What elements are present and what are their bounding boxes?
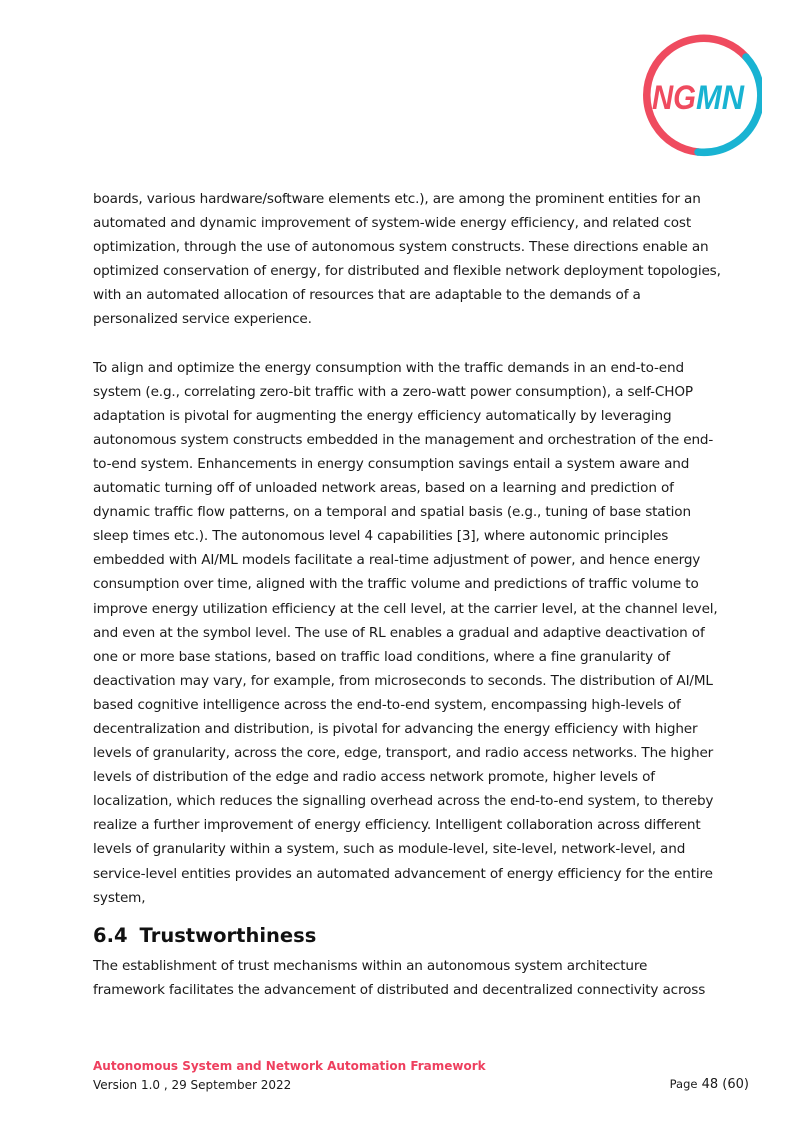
section-heading: [93, 922, 723, 950]
main-content: [93, 187, 723, 1026]
section-number: 6.4: [93, 923, 128, 947]
section-title: Trustworthiness: [139, 923, 317, 947]
footer-document-title: Autonomous System and Network Automation Framework: [93, 1059, 486, 1073]
ngmn-logo: [634, 30, 762, 158]
logo-text-ng: NG: [652, 79, 696, 117]
logo-text-mn: MN: [696, 79, 746, 117]
paragraph-2: To align and optimize the energy consumption with the traffic demands in an end-to-end system (e.g., correlating zero-bit traffic with a zero-watt power consumption), a self-CHOP adaptation is pivotal for augmenting the energy efficiency automatically by leveraging autonomous system constructs embedded in the management and orchestration of the end-to-end system. Enhancements in energy consumption savings entail a system aware and automatic turning off of unloaded network areas, based on a learning and prediction of dynamic traffic flow patterns, on a temporal and spatial basis (e.g., tuning of base station sleep times etc.). The autonomous level 4 capabilities [3], where autonomic principles embedded with AI/ML models facilitate a real-time adjustment of power, and hence energy consumption over time, aligned with the traffic volume and predictions of traffic volume to improve energy utilization efficiency at the cell level, at the carrier level, at the channel level, and even at the symbol level. The use of RL enables a gradual and adaptive deactivation of one or more base stations, based on traffic load conditions, where a fine granularity of deactivation may vary, for example, from microseconds to seconds. The distribution of AI/ML based cognitive intelligence across the end-to-end system, encompassing high-levels of decentralization and distribution, is pivotal for advancing the energy efficiency with higher levels of granularity, across the core, edge, transport, and radio access networks. The higher levels of distribution of the edge and radio access network promote, higher levels of localization, which reduces the signalling overhead across the end-to-end system, to thereby realize a further improvement of energy efficiency. Intelligent collaboration across different levels of granularity within a system, such as module-level, site-level, network-level, and service-level entities provides an automated advancement of energy efficiency for the entire system,: [93, 359, 718, 906]
footer-version: Version 1.0 , 29 September 2022: [93, 1078, 292, 1092]
page-label: Page: [669, 1077, 698, 1091]
page-value: 48 (60): [701, 1077, 749, 1092]
section-paragraph: The establishment of trust mechanisms within an autonomous system architecture framework facilitates the advancement of distributed and decentralized connectivity across: [93, 957, 706, 998]
paragraph-1: boards, various hardware/software elements etc.), are among the prominent entities for an automated and dynamic improvement of system-wide energy efficiency, and related cost optimization, through the use of autonomous system constructs. These directions enable an optimized conservation of energy, for distributed and flexible network deployment topologies, with an automated allocation of resources that are adaptable to the demands of a personalized service experience.: [93, 191, 721, 328]
footer-page-number: [670, 1077, 749, 1092]
